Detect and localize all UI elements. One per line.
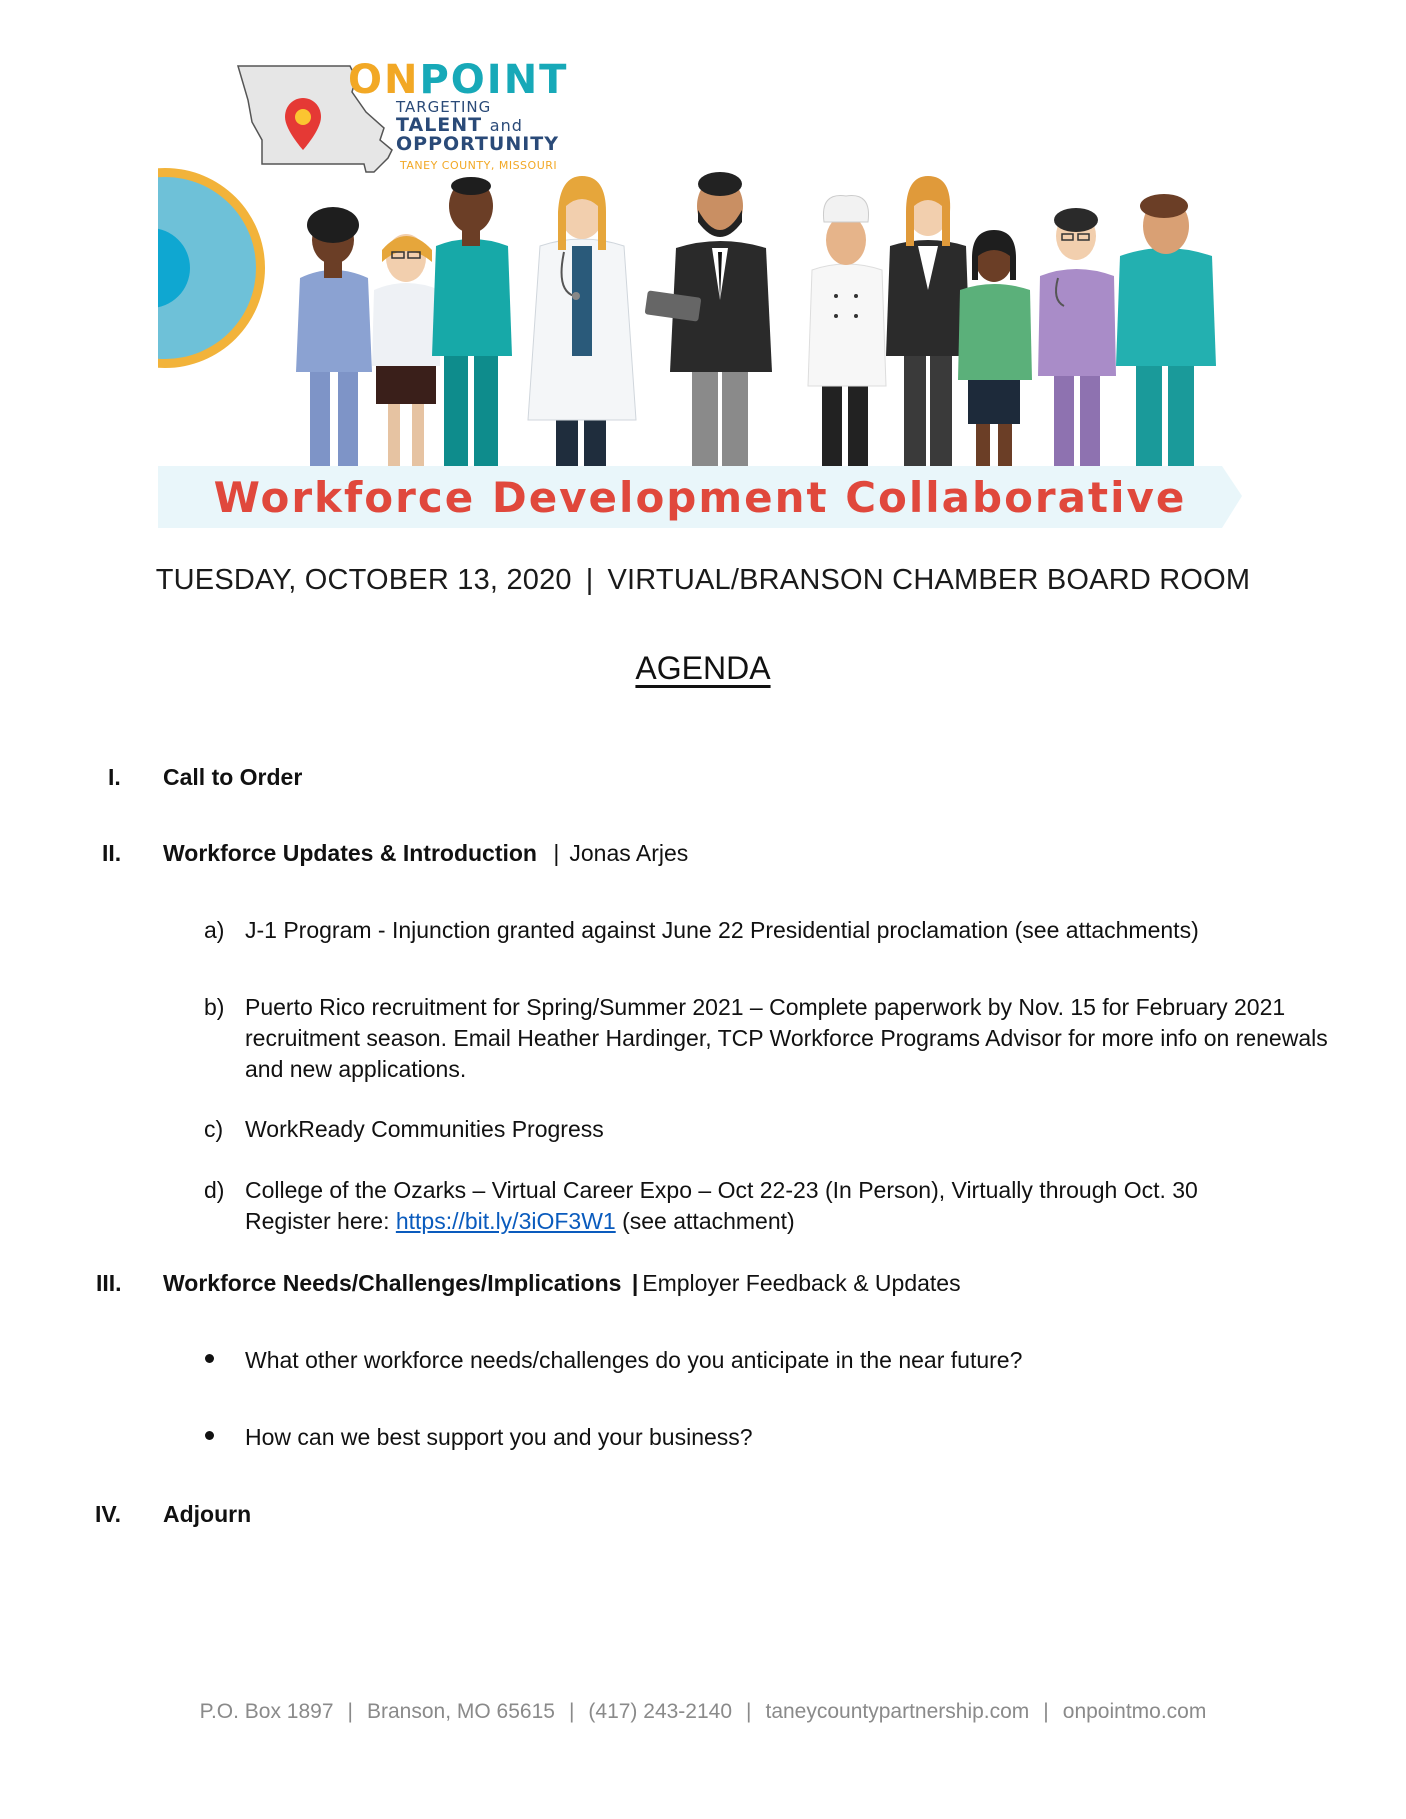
person-nurse-blue [296,207,372,470]
logo-on: ON [348,57,420,103]
person-chef [808,196,886,470]
register-label: Register here: [245,1208,390,1234]
tagline-talent: TALENT [396,114,483,136]
attachment-note: (see attachment) [622,1208,795,1234]
person-medic-right [1116,194,1216,470]
sub-item-letter: a) [204,917,225,943]
footer-phone: (417) 243-2140 [588,1700,733,1723]
footer-website-partnership: taneycountypartnership.com [765,1700,1030,1723]
sub-item-text: WorkReady Communities Progress [245,1116,604,1142]
sub-item-line: recruitment season. Email Heather Hardinger, TCP Workforce Programs Advisor for more info on renewals [245,1025,1328,1051]
sub-item-line: and new applications. [245,1056,467,1082]
tagline-opportunity: OPPORTUNITY [396,133,560,155]
meeting-info [0,564,1406,597]
bullet-icon [205,1422,219,1436]
agenda-item-number: I. [108,764,121,790]
person-doctor [528,176,636,470]
sub-item-line: College of the Ozarks – Virtual Career Expo – Oct 22-23 (In Person), Virtually through Oct. 30 [245,1177,1198,1203]
tagline-and: and [489,116,523,135]
sub-item-letter: c) [204,1116,224,1142]
meeting-location: VIRTUAL/BRANSON CHAMBER BOARD ROOM [607,564,1251,596]
footer-separator: | [568,1700,575,1723]
agenda-item-speaker: Jonas Arjes [569,840,689,866]
person-businessman [645,172,772,470]
agenda-item-title: Adjourn [163,1501,252,1527]
sub-item-line: Puerto Rico recruitment for Spring/Summer 2021 – Complete paperwork by Nov. 15 for February 2021 [245,994,1286,1020]
register-link[interactable]: https://bit.ly/3iOF3W1 [395,1208,616,1234]
agenda-item-title: Workforce Needs/Challenges/Implications [163,1270,622,1296]
agenda-item-number: IV. [95,1501,122,1527]
footer-po-box: P.O. Box 1897 [199,1700,334,1723]
person-businesswoman [886,176,970,470]
footer-separator: | [746,1700,752,1723]
collaborative-ribbon [158,466,1242,528]
decorative-circle [65,168,265,368]
footer-contact [0,1700,1406,1724]
workforce-people-illustration [296,172,1216,470]
bullet-text: What other workforce needs/challenges do you anticipate in the near future? [245,1347,1023,1373]
sub-item-letter: b) [204,994,225,1020]
tagline-location: TANEY COUNTY, MISSOURI [400,159,558,172]
agenda-item-title: Workforce Updates & Introduction [163,840,537,866]
header-banner [0,0,1406,560]
footer-separator: | [1043,1700,1049,1723]
agenda-item-separator: | [631,1270,639,1296]
footer-website-onpoint: onpointmo.com [1062,1700,1207,1723]
person-office-worker [372,234,440,470]
sub-item-text: J-1 Program - Injunction granted against June 22 Presidential proclamation (see attachments) [245,917,1199,943]
bullet-text: How can we best support you and your business? [245,1424,753,1450]
agenda-item-number: III. [96,1270,122,1296]
footer-separator: | [347,1700,353,1723]
svg-text:ONPOINT [348,57,568,103]
logo-point: POINT [419,57,569,103]
agenda-item-title: Call to Order [163,764,303,790]
meeting-separator: | [585,564,594,596]
agenda-item-separator: | [553,840,560,866]
footer-city: Branson, MO 65615 [366,1700,555,1723]
bullet-icon [205,1345,219,1359]
sub-item-letter: d) [204,1177,225,1203]
collaborative-title: Workforce Development Collaborative [213,473,1187,522]
agenda-title: AGENDA [635,650,771,686]
person-medic-teal [432,177,512,470]
tagline-targeting: TARGETING [396,98,492,116]
agenda-item-speaker: Employer Feedback & Updates [642,1270,961,1296]
person-nurse-purple [1038,208,1116,470]
meeting-date: TUESDAY, OCTOBER 13, 2020 [155,564,572,596]
person-woman-green [958,230,1032,470]
agenda-item-number: II. [102,840,122,866]
